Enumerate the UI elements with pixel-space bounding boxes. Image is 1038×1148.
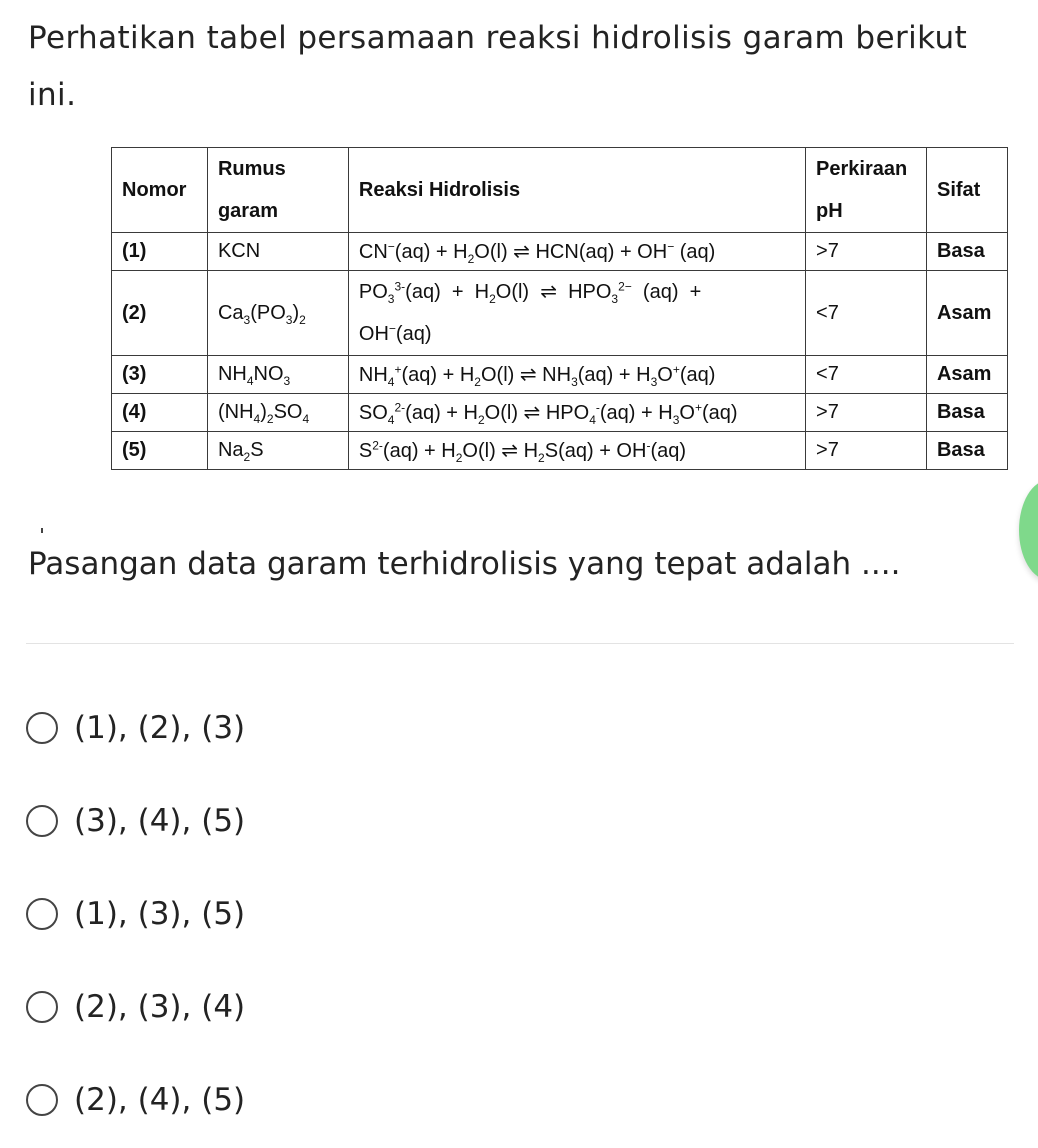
row-number: (1) <box>112 233 208 271</box>
hydrolysis-reaction: $PO_3^{3-}(aq) + H_2O(l)$ ⇌ $HPO_3^{2-}$ (aq) + OH−(aq) <box>348 271 805 356</box>
hydrolysis-reaction: $NH_4^+(aq) + H_2O(l)$ ⇌ $NH_3(aq) + H_3O^+(aq)$ <box>348 356 805 394</box>
property: Asam <box>926 356 1007 394</box>
ph-estimate: <7 <box>806 271 927 356</box>
table-row <box>112 432 1008 470</box>
radio-button[interactable] <box>26 898 58 930</box>
hydrolysis-table <box>111 147 1008 470</box>
option-a[interactable] <box>26 706 245 750</box>
option-label: (1), (3), (5) <box>74 896 246 932</box>
radio-button[interactable] <box>26 805 58 837</box>
divider <box>26 643 1014 644</box>
radio-button[interactable] <box>26 712 58 744</box>
salt-formula: $Na_2S$ <box>207 432 348 470</box>
radio-button[interactable] <box>26 1084 58 1116</box>
table-row <box>112 271 1008 356</box>
property: Asam <box>926 271 1007 356</box>
row-number: (4) <box>112 394 208 432</box>
row-number: (5) <box>112 432 208 470</box>
table-row <box>112 394 1008 432</box>
option-d[interactable] <box>26 985 245 1029</box>
table-row <box>112 356 1008 394</box>
option-label: (1), (2), (3) <box>74 710 246 746</box>
header-rumus-garam: Rumus garam <box>207 148 348 233</box>
ph-estimate: >7 <box>806 432 927 470</box>
question-prompt: Pasangan data garam terhidrolisis yang tepat adalah .... <box>28 546 901 582</box>
ph-estimate: >7 <box>806 394 927 432</box>
ph-estimate: >7 <box>806 233 927 271</box>
ph-estimate: <7 <box>806 356 927 394</box>
property: Basa <box>926 394 1007 432</box>
option-label: (2), (3), (4) <box>74 989 246 1025</box>
radio-button[interactable] <box>26 991 58 1023</box>
option-e[interactable] <box>26 1078 245 1122</box>
header-perkiraan-ph: Perkiraan pH <box>806 148 927 233</box>
row-number: (2) <box>112 271 208 356</box>
hydrolysis-reaction: $CN^-(aq) + H_2O(l)$ ⇌ HCN(aq) + OH− (aq) <box>348 233 805 271</box>
option-b[interactable] <box>26 799 245 843</box>
stray-mark <box>41 528 43 533</box>
salt-formula: $(NH_4)_2SO_4$ <box>207 394 348 432</box>
header-nomor: Nomor <box>112 148 208 233</box>
property: Basa <box>926 432 1007 470</box>
table-header-row <box>112 148 1008 233</box>
option-label: (3), (4), (5) <box>74 803 246 839</box>
question-text: Perhatikan tabel persamaan reaksi hidrolisis garam berikut ini. <box>28 20 968 113</box>
header-reaksi-hidrolisis: Reaksi Hidrolisis <box>348 148 805 233</box>
property: Basa <box>926 233 1007 271</box>
option-c[interactable] <box>26 892 245 936</box>
salt-formula: $NH_4NO_3$ <box>207 356 348 394</box>
hydrolysis-reaction: $SO_4^{2-}(aq) + H_2O(l)$ ⇌ $HPO_4^-(aq) + H_3O^+(aq)$ <box>348 394 805 432</box>
salt-formula: KCN <box>207 233 348 271</box>
hydrolysis-reaction: $S^{2-}(aq) + H_2O(l)$ ⇌ $H_2S(aq) + OH^-(aq)$ <box>348 432 805 470</box>
table-row <box>112 233 1008 271</box>
floating-action-button-edge[interactable] <box>1019 480 1038 580</box>
option-label: (2), (4), (5) <box>74 1082 246 1118</box>
salt-formula: $Ca_3(PO_3)_2$ <box>207 271 348 356</box>
header-sifat: Sifat <box>926 148 1007 233</box>
row-number: (3) <box>112 356 208 394</box>
